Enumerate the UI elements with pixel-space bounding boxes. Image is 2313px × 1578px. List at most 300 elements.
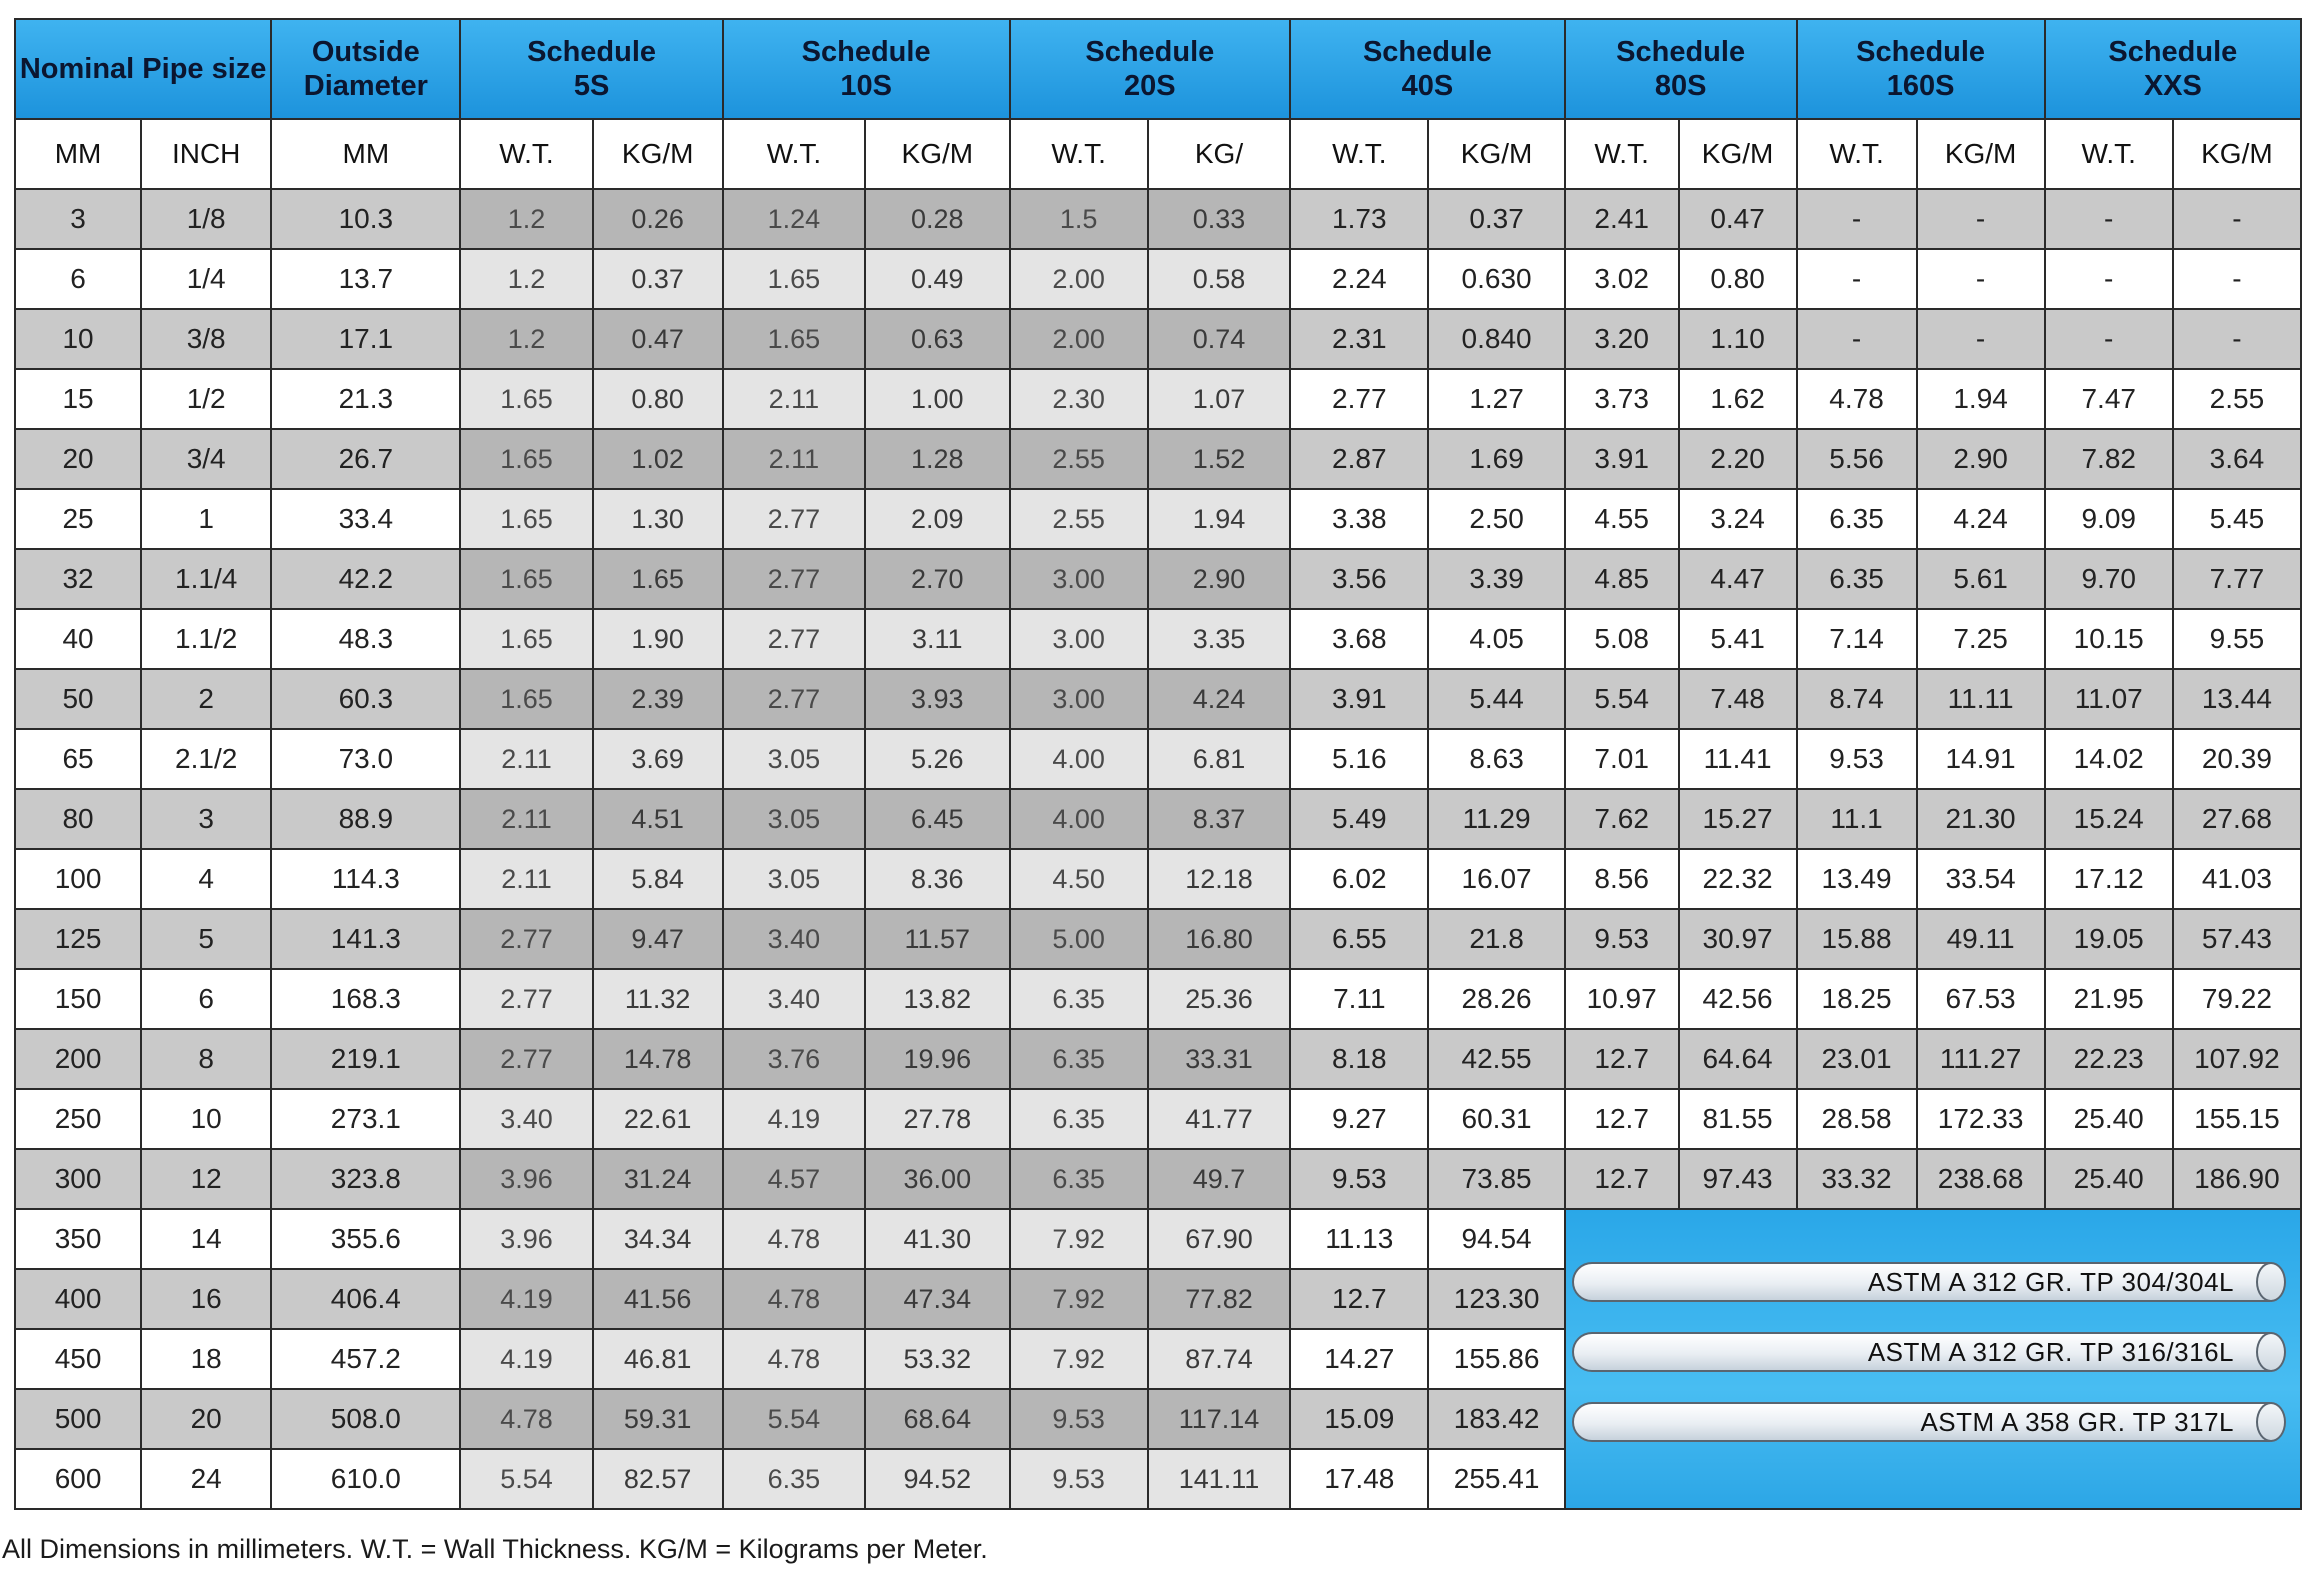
- table-cell: 9.53: [1797, 729, 1917, 789]
- table-cell: 1.65: [460, 369, 592, 429]
- table-cell: 4.19: [460, 1329, 592, 1389]
- table-cell: 0.37: [1428, 189, 1564, 249]
- table-cell: 41.30: [865, 1209, 1009, 1269]
- table-cell: 5.54: [723, 1389, 865, 1449]
- table-cell: 125: [15, 909, 141, 969]
- table-cell: 21.8: [1428, 909, 1564, 969]
- table-cell: 13.7: [271, 249, 460, 309]
- table-cell: 3/8: [141, 309, 271, 369]
- table-cell: 6.35: [1010, 969, 1148, 1029]
- unit-header-5: W.T.: [723, 119, 865, 189]
- table-cell: 7.01: [1565, 729, 1679, 789]
- unit-header-row: [15, 119, 2301, 189]
- table-cell: 20: [15, 429, 141, 489]
- table-cell: 17.1: [271, 309, 460, 369]
- footnote: All Dimensions in millimeters. W.T. = Wall Thickness. KG/M = Kilograms per Meter.: [2, 1534, 988, 1564]
- table-cell: 8.37: [1148, 789, 1290, 849]
- table-cell: 3.24: [1679, 489, 1797, 549]
- table-cell: 13.44: [2173, 669, 2301, 729]
- table-cell: 14.27: [1290, 1329, 1428, 1389]
- grade-pipe-label: ASTM A 312 GR. TP 316/316L: [1572, 1332, 2270, 1372]
- table-row: [15, 309, 2301, 369]
- schedule-20s-header: Schedule 20S: [1010, 19, 1291, 119]
- table-cell: 1.65: [460, 669, 592, 729]
- table-cell: 5.26: [865, 729, 1009, 789]
- table-cell: 42.2: [271, 549, 460, 609]
- table-row: [15, 669, 2301, 729]
- table-cell: 2.11: [723, 429, 865, 489]
- table-cell: 65: [15, 729, 141, 789]
- schedule-10s-header: Schedule 10S: [723, 19, 1010, 119]
- table-cell: 2.77: [723, 549, 865, 609]
- unit-header-13: W.T.: [1797, 119, 1917, 189]
- table-cell: 255.41: [1428, 1449, 1564, 1509]
- table-cell: 450: [15, 1329, 141, 1389]
- table-cell: 3.93: [865, 669, 1009, 729]
- table-row: [15, 909, 2301, 969]
- table-cell: 6.81: [1148, 729, 1290, 789]
- unit-header-9: W.T.: [1290, 119, 1428, 189]
- table-cell: 2.00: [1010, 309, 1148, 369]
- table-cell: 4.78: [460, 1389, 592, 1449]
- table-cell: 350: [15, 1209, 141, 1269]
- table-cell: 12: [141, 1149, 271, 1209]
- unit-header-0: MM: [15, 119, 141, 189]
- table-cell: 15.88: [1797, 909, 1917, 969]
- table-cell: -: [1917, 309, 2045, 369]
- table-cell: 5.45: [2173, 489, 2301, 549]
- table-cell: 31.24: [593, 1149, 723, 1209]
- table-cell: 2.55: [1010, 489, 1148, 549]
- table-cell: 1.62: [1679, 369, 1797, 429]
- table-cell: 200: [15, 1029, 141, 1089]
- table-cell: 1.65: [593, 549, 723, 609]
- table-cell: 2.50: [1428, 489, 1564, 549]
- table-cell: 3.56: [1290, 549, 1428, 609]
- table-cell: 7.11: [1290, 969, 1428, 1029]
- table-cell: 1.28: [865, 429, 1009, 489]
- unit-header-10: KG/M: [1428, 119, 1564, 189]
- table-cell: 12.7: [1565, 1089, 1679, 1149]
- table-cell: 7.92: [1010, 1269, 1148, 1329]
- table-cell: 2.87: [1290, 429, 1428, 489]
- table-cell: 15: [15, 369, 141, 429]
- table-cell: 32: [15, 549, 141, 609]
- table-cell: 0.80: [1679, 249, 1797, 309]
- table-cell: 33.32: [1797, 1149, 1917, 1209]
- table-cell: 1.94: [1917, 369, 2045, 429]
- table-row: [15, 1029, 2301, 1089]
- table-cell: 18.25: [1797, 969, 1917, 1029]
- table-cell: 20: [141, 1389, 271, 1449]
- table-cell: 123.30: [1428, 1269, 1564, 1329]
- table-cell: 33.31: [1148, 1029, 1290, 1089]
- table-cell: 14.91: [1917, 729, 2045, 789]
- table-cell: 9.53: [1290, 1149, 1428, 1209]
- table-cell: 41.56: [593, 1269, 723, 1329]
- table-cell: 3.73: [1565, 369, 1679, 429]
- schedule-80s-header: Schedule 80S: [1565, 19, 1797, 119]
- table-cell: 2.77: [723, 609, 865, 669]
- table-cell: 4.19: [460, 1269, 592, 1329]
- table-cell: 9.09: [2045, 489, 2173, 549]
- table-cell: 4.24: [1917, 489, 2045, 549]
- table-cell: 1.24: [723, 189, 865, 249]
- table-cell: -: [2045, 309, 2173, 369]
- table-row: [15, 1209, 2301, 1269]
- table-cell: 6.02: [1290, 849, 1428, 909]
- table-cell: 14.02: [2045, 729, 2173, 789]
- table-cell: 81.55: [1679, 1089, 1797, 1149]
- table-cell: 60.31: [1428, 1089, 1564, 1149]
- table-cell: 6.35: [723, 1449, 865, 1509]
- table-cell: 28.58: [1797, 1089, 1917, 1149]
- table-cell: 3.38: [1290, 489, 1428, 549]
- table-cell: -: [1917, 249, 2045, 309]
- table-cell: 2.77: [723, 489, 865, 549]
- table-row: [15, 189, 2301, 249]
- table-cell: 16.80: [1148, 909, 1290, 969]
- table-cell: 3: [15, 189, 141, 249]
- table-cell: 0.47: [1679, 189, 1797, 249]
- table-cell: 1.65: [723, 309, 865, 369]
- table-cell: 5.84: [593, 849, 723, 909]
- table-cell: 6.35: [1797, 489, 1917, 549]
- table-cell: 6: [15, 249, 141, 309]
- table-cell: 1.27: [1428, 369, 1564, 429]
- table-cell: 7.47: [2045, 369, 2173, 429]
- table-cell: 8.18: [1290, 1029, 1428, 1089]
- table-cell: 3: [141, 789, 271, 849]
- unit-header-15: W.T.: [2045, 119, 2173, 189]
- table-cell: 8: [141, 1029, 271, 1089]
- table-cell: 0.80: [593, 369, 723, 429]
- table-cell: 4.78: [723, 1209, 865, 1269]
- table-cell: 1/4: [141, 249, 271, 309]
- table-cell: 3.40: [723, 909, 865, 969]
- table-cell: 4.24: [1148, 669, 1290, 729]
- table-cell: 3.76: [723, 1029, 865, 1089]
- table-cell: 1: [141, 489, 271, 549]
- table-cell: 21.3: [271, 369, 460, 429]
- table-cell: 94.52: [865, 1449, 1009, 1509]
- table-cell: 25.40: [2045, 1089, 2173, 1149]
- table-cell: 97.43: [1679, 1149, 1797, 1209]
- table-cell: 238.68: [1917, 1149, 2045, 1209]
- table-cell: 3.68: [1290, 609, 1428, 669]
- table-cell: 6.35: [1010, 1089, 1148, 1149]
- table-cell: 2.11: [460, 849, 592, 909]
- table-cell: 26.7: [271, 429, 460, 489]
- table-cell: 7.14: [1797, 609, 1917, 669]
- table-cell: 59.31: [593, 1389, 723, 1449]
- table-cell: 28.26: [1428, 969, 1564, 1029]
- table-cell: 155.15: [2173, 1089, 2301, 1149]
- table-cell: 27.78: [865, 1089, 1009, 1149]
- table-cell: 2.55: [1010, 429, 1148, 489]
- table-cell: 3.35: [1148, 609, 1290, 669]
- table-cell: 3.69: [593, 729, 723, 789]
- table-cell: 15.27: [1679, 789, 1797, 849]
- table-cell: 13.49: [1797, 849, 1917, 909]
- table-cell: 2.77: [460, 909, 592, 969]
- table-cell: 4.55: [1565, 489, 1679, 549]
- table-cell: 40: [15, 609, 141, 669]
- table-cell: 2.1/2: [141, 729, 271, 789]
- table-cell: 2.11: [723, 369, 865, 429]
- table-cell: 79.22: [2173, 969, 2301, 1029]
- table-cell: 2.11: [460, 729, 592, 789]
- table-cell: 4.78: [1797, 369, 1917, 429]
- table-cell: 10: [15, 309, 141, 369]
- pipe-schedule-table: [14, 18, 2302, 1510]
- table-cell: 1.2: [460, 249, 592, 309]
- table-cell: 3.64: [2173, 429, 2301, 489]
- table-cell: 3.05: [723, 789, 865, 849]
- table-cell: 2.39: [593, 669, 723, 729]
- table-cell: 5.44: [1428, 669, 1564, 729]
- table-cell: 10.3: [271, 189, 460, 249]
- table-cell: 25.40: [2045, 1149, 2173, 1209]
- table-cell: 0.63: [865, 309, 1009, 369]
- unit-header-11: W.T.: [1565, 119, 1679, 189]
- table-cell: 87.74: [1148, 1329, 1290, 1389]
- table-cell: 11.07: [2045, 669, 2173, 729]
- table-cell: 4.85: [1565, 549, 1679, 609]
- table-cell: 67.90: [1148, 1209, 1290, 1269]
- table-cell: 19.96: [865, 1029, 1009, 1089]
- table-cell: 2.90: [1148, 549, 1290, 609]
- table-cell: 2.77: [723, 669, 865, 729]
- table-cell: 11.11: [1917, 669, 2045, 729]
- grade-pipe-label: ASTM A 312 GR. TP 304/304L: [1572, 1262, 2270, 1302]
- table-cell: 600: [15, 1449, 141, 1509]
- table-cell: 0.58: [1148, 249, 1290, 309]
- table-cell: 1.52: [1148, 429, 1290, 489]
- table-cell: 7.48: [1679, 669, 1797, 729]
- table-cell: 4.78: [723, 1269, 865, 1329]
- table-cell: 610.0: [271, 1449, 460, 1509]
- table-cell: 7.77: [2173, 549, 2301, 609]
- table-cell: 5.61: [1917, 549, 2045, 609]
- table-cell: 2.70: [865, 549, 1009, 609]
- table-cell: -: [2045, 249, 2173, 309]
- table-cell: 107.92: [2173, 1029, 2301, 1089]
- unit-header-3: W.T.: [460, 119, 592, 189]
- schedule-160s-header: Schedule 160S: [1797, 19, 2045, 119]
- table-cell: 3.96: [460, 1209, 592, 1269]
- table-cell: -: [2173, 249, 2301, 309]
- table-cell: 9.53: [1010, 1449, 1148, 1509]
- table-cell: 3.20: [1565, 309, 1679, 369]
- table-cell: 4.47: [1679, 549, 1797, 609]
- table-cell: -: [2045, 189, 2173, 249]
- table-cell: 12.7: [1565, 1029, 1679, 1089]
- table-cell: 3.02: [1565, 249, 1679, 309]
- table-cell: 1.73: [1290, 189, 1428, 249]
- table-cell: 1.2: [460, 189, 592, 249]
- table-cell: 1.94: [1148, 489, 1290, 549]
- table-cell: 6.45: [865, 789, 1009, 849]
- table-cell: 3.91: [1290, 669, 1428, 729]
- table-cell: 23.01: [1797, 1029, 1917, 1089]
- table-cell: 18: [141, 1329, 271, 1389]
- table-cell: 3.40: [723, 969, 865, 1029]
- outside-diameter-header: Outside Diameter: [271, 19, 460, 119]
- table-cell: 30.97: [1679, 909, 1797, 969]
- table-cell: 6.35: [1010, 1149, 1148, 1209]
- table-row: [15, 969, 2301, 1029]
- table-cell: 2.77: [1290, 369, 1428, 429]
- table-cell: 10.15: [2045, 609, 2173, 669]
- table-cell: 41.77: [1148, 1089, 1290, 1149]
- table-cell: 3.05: [723, 849, 865, 909]
- table-cell: 155.86: [1428, 1329, 1564, 1389]
- table-cell: -: [1917, 189, 2045, 249]
- table-cell: 14.78: [593, 1029, 723, 1089]
- table-cell: 4.78: [723, 1329, 865, 1389]
- group-header-row: [15, 19, 2301, 119]
- table-cell: 15.09: [1290, 1389, 1428, 1449]
- table-cell: 0.74: [1148, 309, 1290, 369]
- pipe-graphics: [1566, 1210, 2300, 1508]
- table-cell: 7.92: [1010, 1209, 1148, 1269]
- table-row: [15, 1149, 2301, 1209]
- table-cell: 10.97: [1565, 969, 1679, 1029]
- table-row: [15, 609, 2301, 669]
- table-cell: 117.14: [1148, 1389, 1290, 1449]
- table-cell: 273.1: [271, 1089, 460, 1149]
- table-cell: 111.27: [1917, 1029, 2045, 1089]
- table-cell: 16.07: [1428, 849, 1564, 909]
- table-cell: 11.41: [1679, 729, 1797, 789]
- table-cell: 46.81: [593, 1329, 723, 1389]
- table-cell: 3.96: [460, 1149, 592, 1209]
- table-cell: 25: [15, 489, 141, 549]
- table-cell: 21.95: [2045, 969, 2173, 1029]
- table-cell: 1/2: [141, 369, 271, 429]
- table-cell: 5.16: [1290, 729, 1428, 789]
- table-cell: 2: [141, 669, 271, 729]
- table-cell: 7.25: [1917, 609, 2045, 669]
- table-cell: 7.62: [1565, 789, 1679, 849]
- table-cell: 64.64: [1679, 1029, 1797, 1089]
- table-cell: 1.10: [1679, 309, 1797, 369]
- table-cell: 100: [15, 849, 141, 909]
- table-cell: 6.55: [1290, 909, 1428, 969]
- table-cell: 500: [15, 1389, 141, 1449]
- unit-header-4: KG/M: [593, 119, 723, 189]
- table-cell: 323.8: [271, 1149, 460, 1209]
- table-row: [15, 549, 2301, 609]
- table-cell: 1.00: [865, 369, 1009, 429]
- table-cell: 2.00: [1010, 249, 1148, 309]
- table-cell: 77.82: [1148, 1269, 1290, 1329]
- table-cell: 6.35: [1797, 549, 1917, 609]
- table-cell: 2.11: [460, 789, 592, 849]
- table-cell: 9.47: [593, 909, 723, 969]
- unit-header-1: INCH: [141, 119, 271, 189]
- table-cell: 11.57: [865, 909, 1009, 969]
- table-cell: 5.56: [1797, 429, 1917, 489]
- table-cell: 355.6: [271, 1209, 460, 1269]
- table-cell: 150: [15, 969, 141, 1029]
- table-cell: -: [2173, 309, 2301, 369]
- table-cell: 6.35: [1010, 1029, 1148, 1089]
- schedule-xxs-header: Schedule XXS: [2045, 19, 2301, 119]
- table-cell: 4.57: [723, 1149, 865, 1209]
- table-cell: 0.47: [593, 309, 723, 369]
- table-cell: 4.51: [593, 789, 723, 849]
- table-cell: 73.85: [1428, 1149, 1564, 1209]
- schedule-5s-header: Schedule 5S: [460, 19, 722, 119]
- table-cell: 186.90: [2173, 1149, 2301, 1209]
- table-cell: 0.33: [1148, 189, 1290, 249]
- table-cell: 168.3: [271, 969, 460, 1029]
- table-cell: 1.30: [593, 489, 723, 549]
- table-cell: 57.43: [2173, 909, 2301, 969]
- table-cell: 82.57: [593, 1449, 723, 1509]
- table-row: [15, 429, 2301, 489]
- table-cell: 1.90: [593, 609, 723, 669]
- table-cell: 2.20: [1679, 429, 1797, 489]
- table-cell: 3.00: [1010, 669, 1148, 729]
- table-cell: 2.41: [1565, 189, 1679, 249]
- table-cell: 22.23: [2045, 1029, 2173, 1089]
- table-cell: 114.3: [271, 849, 460, 909]
- table-cell: 8.36: [865, 849, 1009, 909]
- unit-header-6: KG/M: [865, 119, 1009, 189]
- table-cell: 3.11: [865, 609, 1009, 669]
- table-cell: 1.65: [460, 429, 592, 489]
- table-cell: 1.02: [593, 429, 723, 489]
- table-cell: 400: [15, 1269, 141, 1329]
- table-cell: 2.55: [2173, 369, 2301, 429]
- unit-header-14: KG/M: [1917, 119, 2045, 189]
- table-row: [15, 249, 2301, 309]
- table-cell: 7.92: [1010, 1329, 1148, 1389]
- table-row: [15, 1089, 2301, 1149]
- table-cell: 1.65: [460, 489, 592, 549]
- table-cell: 19.05: [2045, 909, 2173, 969]
- table-cell: 5.08: [1565, 609, 1679, 669]
- unit-header-2: MM: [271, 119, 460, 189]
- table-cell: 4: [141, 849, 271, 909]
- table-cell: 141.3: [271, 909, 460, 969]
- table-row: [15, 729, 2301, 789]
- table-cell: 49.7: [1148, 1149, 1290, 1209]
- table-cell: 9.53: [1565, 909, 1679, 969]
- table-cell: 219.1: [271, 1029, 460, 1089]
- table-cell: 15.24: [2045, 789, 2173, 849]
- table-cell: 17.48: [1290, 1449, 1428, 1509]
- table-cell: 0.630: [1428, 249, 1564, 309]
- table-cell: 41.03: [2173, 849, 2301, 909]
- table-cell: 22.32: [1679, 849, 1797, 909]
- table-cell: 1.69: [1428, 429, 1564, 489]
- table-cell: 300: [15, 1149, 141, 1209]
- table-cell: 88.9: [271, 789, 460, 849]
- table-cell: 3.00: [1010, 549, 1148, 609]
- table-cell: -: [2173, 189, 2301, 249]
- table-cell: 2.77: [460, 969, 592, 1029]
- table-cell: 1.1/4: [141, 549, 271, 609]
- table-cell: 3.05: [723, 729, 865, 789]
- table-cell: 68.64: [865, 1389, 1009, 1449]
- table-cell: 1.1/2: [141, 609, 271, 669]
- table-cell: 12.18: [1148, 849, 1290, 909]
- table-cell: 16: [141, 1269, 271, 1329]
